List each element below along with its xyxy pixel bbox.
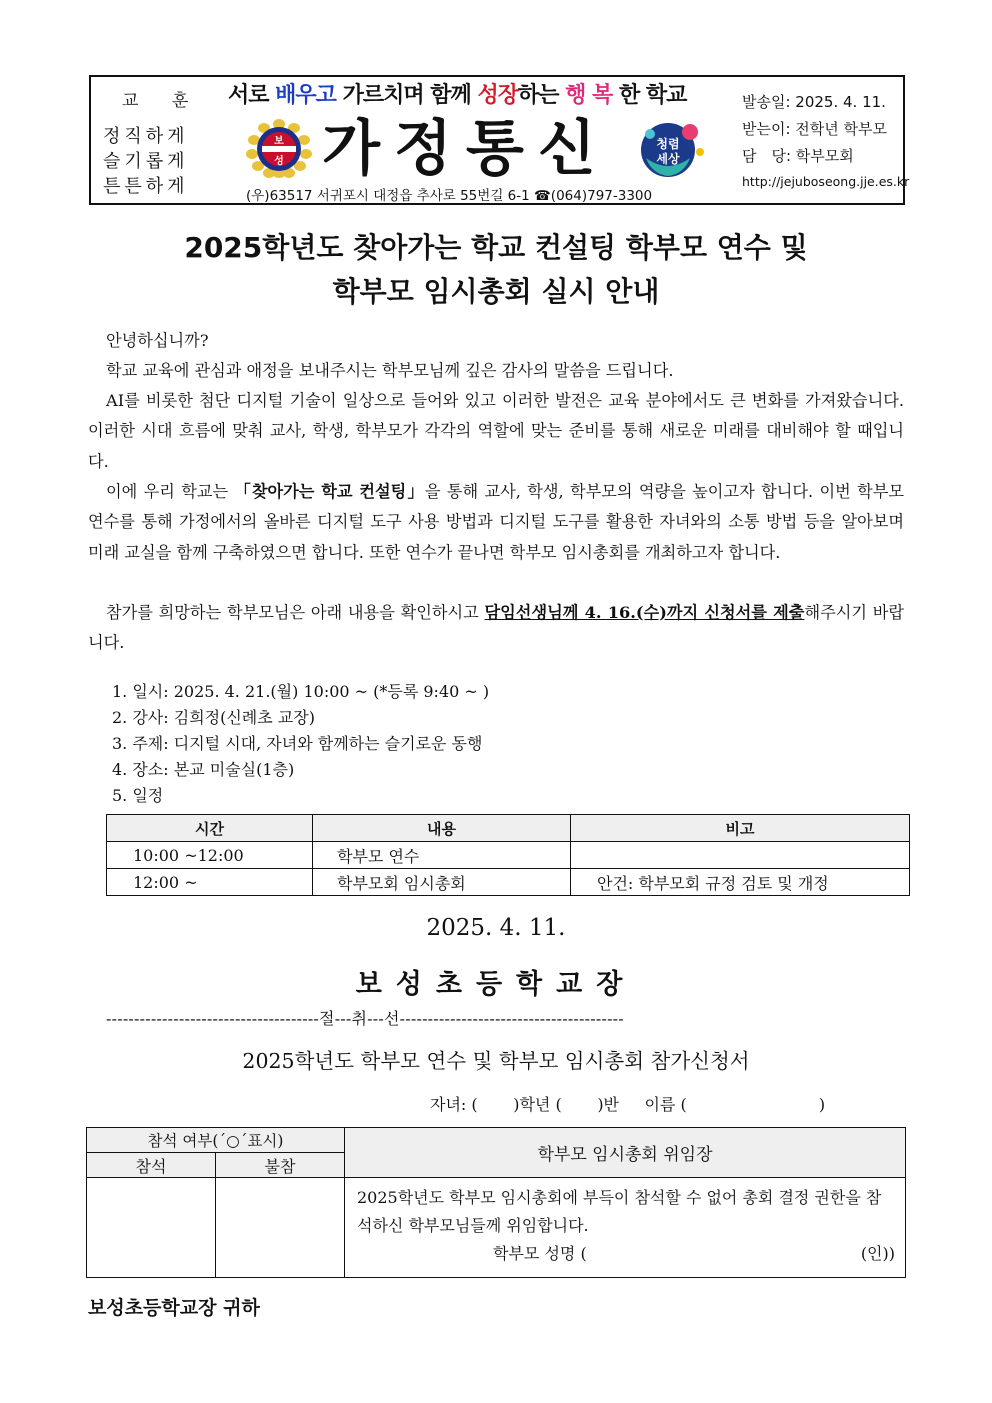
detail-lecturer: 2. 강사: 김희정(신례초 교장) [112,708,315,727]
seal-label: (인)) [860,1244,895,1263]
table-header-row [107,815,910,842]
student-info-line: 자녀: ( )학년 ( )반 이름 ( ) [430,1095,826,1114]
table-row [107,869,910,896]
proxy-text: 2025학년도 학부모 임시총회에 부득이 참석할 수 없어 총회 결정 권한을 참석하신 학부모님들께 위임합니다. [357,1188,882,1235]
table-row [107,842,910,869]
application-table [86,1127,906,1278]
emblem-char-1: 보 [274,136,284,147]
school-emblem-icon [244,118,314,178]
cut-line: --------------------------------------절---취---선---------------------------------------- [106,1009,624,1028]
paragraph-3: 이에 우리 학교는 「찾아가는 학교 컨설팅」을 통해 교사, 학생, 학부모의 역량을 높이고자 합니다. 이번 학부모 연수를 통해 가정에서의 올바른 디지털 도구 사용 방법과 디지털 도구를 활용한 자녀와의 소통 방법 등을 알아보며 미래 교실을 함께 구축하였으면 합니다. 또한 연수가 끝나면 학부모 임시총회를 개최하고자 합니다. [88,482,904,562]
proxy-header: 학부모 임시총회 위임장 [345,1128,906,1178]
paragraph-2: AI를 비롯한 첨단 디지털 기술이 일상으로 들어와 있고 이러한 발전은 교육 분야에서도 큰 변화를 가져왔습니다. 이러한 시대 흐름에 맞춰 교사, 학생, 학부모가 각각의 역할에 맞는 준비를 통해 새로운 미래를 대비해야 할 때입니다. [88,391,904,471]
detail-topic: 3. 주제: 디지털 시대, 자녀와 함께하는 슬기로운 동행 [112,734,483,753]
emblem-char-2: 성 [274,156,284,167]
parent-name-label[interactable]: 학부모 성명 ( [493,1244,587,1263]
recipient: 받는이: 전학년 학부모 [742,120,888,138]
table-cell: 안건: 학부모회 규정 검토 및 개정 [571,869,910,896]
integrity-logo-icon [636,118,706,180]
table-cell: 10:00 ~12:00 [107,842,313,869]
proxy-cell [345,1178,906,1278]
absent-checkbox-cell[interactable] [216,1178,345,1278]
newsletter-title: 가정통신 [322,114,610,184]
detail-date: 1. 일시: 2025. 4. 21.(월) 10:00 ~ (*등록 9:40 ~ ) [112,682,490,701]
attendance-header: 참석 여부(´○´표시) [87,1128,345,1153]
absent-label: 불참 [216,1153,345,1178]
school-slogan: 서로 배우고 가르치며 함께 성장하는 행 복 한 학교 [228,83,687,108]
school-url-link[interactable]: http://jejuboseong.jje.es.kr [742,174,910,189]
document-title-line-2: 학부모 임시총회 실시 안내 [332,275,660,308]
paragraph-4: 참가를 희망하는 학부모님은 아래 내용을 확인하시고 담임선생님께 4. 16.(수)까지 신청서를 제출해주시기 바랍니다. [88,603,905,653]
schedule-table [106,814,910,896]
logo-text-1: 청렴 [656,137,680,151]
column-header: 비고 [571,815,910,842]
application-title: 2025학년도 학부모 연수 및 학부모 임시총회 참가신청서 [242,1049,750,1073]
motto-line-2: 슬기롭게 [103,151,189,172]
manager: 담 당: 학부모회 [742,147,854,165]
issue-date: 2025. 4. 11. [426,915,566,941]
attend-checkbox-cell[interactable] [87,1178,216,1278]
table-cell: 학부모회 임시총회 [313,869,571,896]
document-title-line-1: 2025학년도 찾아가는 학교 컨설팅 학부모 연수 및 [184,231,808,264]
motto-line-3: 튼튼하게 [103,176,189,197]
table-cell [571,842,910,869]
motto-line-1: 정직하게 [103,126,189,147]
table-cell: 12:00 ~ [107,869,313,896]
deadline-notice: 담임선생님께 4. 16.(수)까지 신청서를 제출 [484,603,805,622]
recipient-footer: 보성초등학교장 귀하 [88,1297,260,1319]
detail-schedule: 5. 일정 [112,786,164,805]
send-date: 발송일: 2025. 4. 11. [742,93,886,111]
detail-place: 4. 장소: 본교 미술실(1층) [112,760,295,779]
table-cell: 학부모 연수 [313,842,571,869]
column-header: 내용 [313,815,571,842]
paragraph-1: 학교 교육에 관심과 애정을 보내주시는 학부모님께 깊은 감사의 말씀을 드립니다. [106,361,674,380]
greeting: 안녕하십니까? [106,331,209,350]
principal-signature: 보성초등학교장 [355,969,637,1000]
school-address: (우)63517 서귀포시 대정읍 추사로 55번길 6-1 ☎(064)797-3300 [246,188,653,204]
signature-row [357,1240,895,1268]
attend-label: 참석 [87,1153,216,1178]
column-header: 시간 [107,815,313,842]
logo-text-2: 세상 [656,152,680,166]
motto-title: 교 훈 [122,91,203,111]
